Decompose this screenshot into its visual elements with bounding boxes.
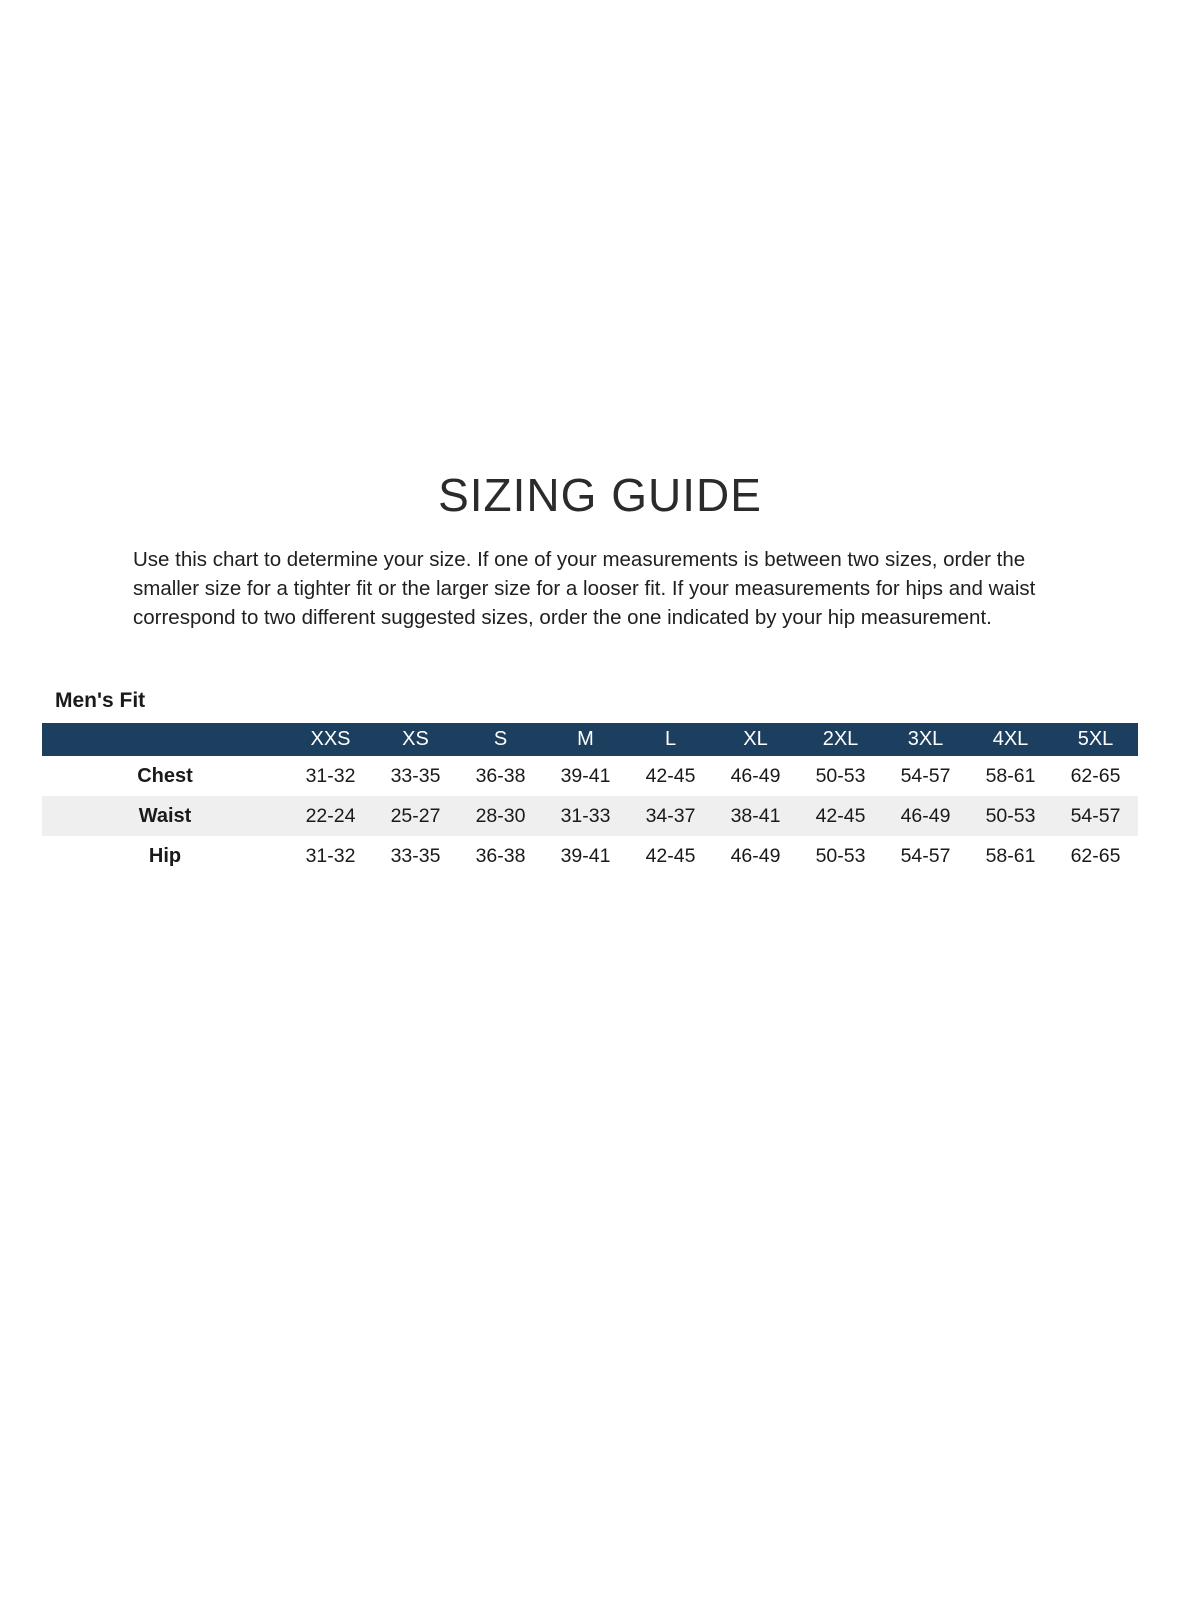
header-blank-cell	[42, 723, 288, 756]
section-label-mens-fit: Men's Fit	[55, 689, 146, 712]
size-cell: 39-41	[560, 764, 611, 787]
size-column-header: XXS	[288, 723, 373, 756]
size-cell: 50-53	[815, 844, 866, 867]
size-column-header: L	[628, 723, 713, 756]
size-column-header: M	[543, 723, 628, 756]
size-cell: 31-32	[305, 844, 356, 867]
size-column-header: XS	[373, 723, 458, 756]
size-table	[42, 723, 1138, 876]
size-cell: 54-57	[900, 764, 951, 787]
size-column-header: XL	[713, 723, 798, 756]
size-cell: 28-30	[475, 804, 526, 827]
size-cell: 58-61	[985, 844, 1036, 867]
table-row	[42, 796, 1138, 836]
size-cell: 42-45	[645, 764, 696, 787]
size-cell: 36-38	[475, 764, 526, 787]
intro-text: Use this chart to determine your size. If one of your measurements is between two sizes, order the smaller size for a tighter fit or the larger size for a looser fit. If your measurements for hips and waist correspond to two different suggested sizes, order the one indicated by your hip measurement.	[133, 548, 1036, 629]
size-cell: 33-35	[390, 764, 441, 787]
page-title: SIZING GUIDE	[438, 469, 762, 521]
size-cell: 38-41	[730, 804, 781, 827]
size-cell: 31-32	[305, 764, 356, 787]
size-cell: 62-65	[1070, 764, 1121, 787]
size-cell: 46-49	[730, 844, 781, 867]
size-column-header: 4XL	[968, 723, 1053, 756]
size-cell: 34-37	[645, 804, 696, 827]
size-cell: 22-24	[305, 804, 356, 827]
size-column-header: 2XL	[798, 723, 883, 756]
table-header-row	[42, 723, 1138, 756]
size-cell: 46-49	[900, 804, 951, 827]
size-cell: 54-57	[900, 844, 951, 867]
row-label: Chest	[137, 764, 193, 787]
size-cell: 31-33	[560, 804, 611, 827]
table-row	[42, 756, 1138, 796]
size-cell: 39-41	[560, 844, 611, 867]
row-label: Hip	[148, 844, 182, 867]
size-cell: 50-53	[985, 804, 1036, 827]
size-cell: 42-45	[815, 804, 866, 827]
row-label: Waist	[138, 804, 192, 827]
size-cell: 54-57	[1070, 804, 1121, 827]
size-cell: 25-27	[390, 804, 441, 827]
size-column-header: S	[458, 723, 543, 756]
size-cell: 62-65	[1070, 844, 1121, 867]
size-cell: 46-49	[730, 764, 781, 787]
size-cell: 36-38	[475, 844, 526, 867]
table-row	[42, 836, 1138, 876]
size-column-header: 5XL	[1053, 723, 1138, 756]
size-cell: 58-61	[985, 764, 1036, 787]
size-cell: 50-53	[815, 764, 866, 787]
size-cell: 33-35	[390, 844, 441, 867]
size-column-header: 3XL	[883, 723, 968, 756]
size-cell: 42-45	[645, 844, 696, 867]
